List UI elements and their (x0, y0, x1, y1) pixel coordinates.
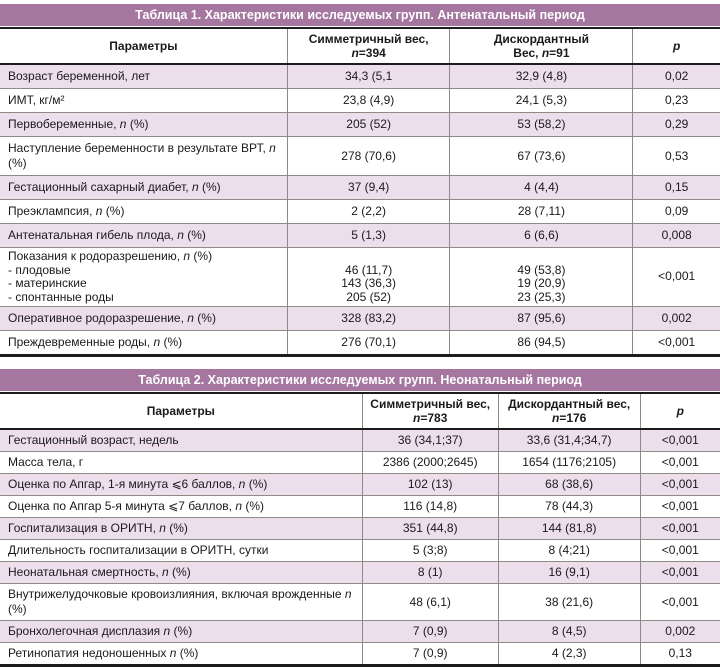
param-cell: Длительность госпитализации в ОРИТН, сутки (0, 540, 362, 562)
group1-value-cell: 5 (3;8) (362, 540, 498, 562)
group1-value-cell: 2386 (2000;2645) (362, 452, 498, 474)
p-value-cell: 0,13 (640, 643, 720, 666)
param-cell: Оперативное родоразрешение, n (%) (0, 307, 287, 331)
column-header-discordant-weight: Дискордантный вес, n=176 (498, 393, 640, 429)
table-row (0, 224, 720, 248)
column-header-parameters: Параметры (0, 28, 287, 64)
param-cell: Преэклампсия, n (%) (0, 200, 287, 224)
p-value-cell: 0,002 (640, 621, 720, 643)
group2-value-cell: 8 (4;21) (498, 540, 640, 562)
group1-value-cell: 2 (2,2) (287, 200, 450, 224)
table-row (0, 137, 720, 176)
param-cell: Гестационный сахарный диабет, n (%) (0, 176, 287, 200)
p-value-cell: <0,001 (640, 518, 720, 540)
column-header-symmetric-weight: Симметричный вес, n=394 (287, 28, 450, 64)
p-value-cell: <0,001 (640, 540, 720, 562)
antenatal-table (0, 27, 720, 357)
p-value-cell: <0,001 (633, 248, 720, 307)
group2-value-cell: 32,9 (4,8) (450, 64, 633, 89)
p-value-cell: <0,001 (633, 331, 720, 356)
group2-value-cell: 24,1 (5,3) (450, 89, 633, 113)
param-cell: Наступление беременности в результате ВРТ, n (%) (0, 137, 287, 176)
header-row (0, 393, 720, 429)
table-row (0, 496, 720, 518)
param-cell: Неонатальная смертность, n (%) (0, 562, 362, 584)
group2-value-cell: 16 (9,1) (498, 562, 640, 584)
p-value-cell: 0,29 (633, 113, 720, 137)
p-value-cell: 0,09 (633, 200, 720, 224)
p-value-cell: 0,008 (633, 224, 720, 248)
table-row (0, 113, 720, 137)
header-row (0, 28, 720, 64)
table-row (0, 331, 720, 356)
param-cell: Бронхолегочная дисплазия n (%) (0, 621, 362, 643)
group2-value-cell: 78 (44,3) (498, 496, 640, 518)
column-header-p-value: p (633, 28, 720, 64)
group2-value-cell: 86 (94,5) (450, 331, 633, 356)
param-cell: ИМТ, кг/м² (0, 89, 287, 113)
group1-value-cell: 36 (34,1;37) (362, 429, 498, 452)
table-1-title: Таблица 1. Характеристики исследуемых групп. Антенатальный период (0, 4, 720, 26)
group2-value-cell: 28 (7,11) (450, 200, 633, 224)
table-row (0, 518, 720, 540)
p-value-cell: <0,001 (640, 474, 720, 496)
group2-value-cell: 38 (21,6) (498, 584, 640, 621)
column-header-symmetric-weight: Симметричный вес, n=783 (362, 393, 498, 429)
table-row (0, 562, 720, 584)
group1-value-cell: 46 (11,7) 143 (36,3) 205 (52) (287, 248, 450, 307)
table-row (0, 429, 720, 452)
group1-value-cell: 48 (6,1) (362, 584, 498, 621)
group1-value-cell: 7 (0,9) (362, 621, 498, 643)
column-header-parameters: Параметры (0, 393, 362, 429)
table-row (0, 176, 720, 200)
table-2-body (0, 429, 720, 666)
group2-value-cell: 87 (95,6) (450, 307, 633, 331)
param-cell: Масса тела, г (0, 452, 362, 474)
table-1-antenatal (0, 4, 720, 357)
param-cell: Госпитализация в ОРИТН, n (%) (0, 518, 362, 540)
param-cell: Оценка по Апгар, 1-я минута ⩽6 баллов, n (%) (0, 474, 362, 496)
group2-value-cell: 8 (4,5) (498, 621, 640, 643)
p-value-cell: 0,23 (633, 89, 720, 113)
table-row (0, 474, 720, 496)
table-row (0, 307, 720, 331)
group1-value-cell: 37 (9,4) (287, 176, 450, 200)
p-value-cell: 0,15 (633, 176, 720, 200)
group1-value-cell: 7 (0,9) (362, 643, 498, 666)
group2-value-cell: 68 (38,6) (498, 474, 640, 496)
group1-value-cell: 351 (44,8) (362, 518, 498, 540)
p-value-cell: 0,53 (633, 137, 720, 176)
column-header-discordant-weight: Дискордантный Вес, n=91 (450, 28, 633, 64)
group1-value-cell: 34,3 (5,1 (287, 64, 450, 89)
table-row (0, 200, 720, 224)
param-cell: Гестационный возраст, недель (0, 429, 362, 452)
p-value-cell: <0,001 (640, 452, 720, 474)
param-cell: Ретинопатия недоношенных n (%) (0, 643, 362, 666)
table-row (0, 621, 720, 643)
column-header-p-value: p (640, 393, 720, 429)
p-value-cell: <0,001 (640, 562, 720, 584)
table-row (0, 452, 720, 474)
p-value-cell: <0,001 (640, 496, 720, 518)
param-cell: Первобеременные, n (%) (0, 113, 287, 137)
p-value-cell: 0,02 (633, 64, 720, 89)
table-row (0, 643, 720, 666)
group2-value-cell: 49 (53,8) 19 (20,9) 23 (25,3) (450, 248, 633, 307)
param-cell: Показания к родоразрешению, n (%) - плодовые - материнские - спонтанные роды (0, 248, 287, 307)
p-value-cell: 0,002 (633, 307, 720, 331)
table-row (0, 64, 720, 89)
group2-value-cell: 67 (73,6) (450, 137, 633, 176)
group1-value-cell: 116 (14,8) (362, 496, 498, 518)
p-value-cell: <0,001 (640, 429, 720, 452)
table-row (0, 89, 720, 113)
table-row (0, 584, 720, 621)
group1-value-cell: 5 (1,3) (287, 224, 450, 248)
table-2-neonatal (0, 369, 720, 667)
group2-value-cell: 33,6 (31,4;34,7) (498, 429, 640, 452)
group2-value-cell: 4 (2,3) (498, 643, 640, 666)
group2-value-cell: 6 (6,6) (450, 224, 633, 248)
group2-value-cell: 4 (4,4) (450, 176, 633, 200)
table-row (0, 248, 720, 307)
group1-value-cell: 328 (83,2) (287, 307, 450, 331)
param-cell: Преждевременные роды, n (%) (0, 331, 287, 356)
group1-value-cell: 102 (13) (362, 474, 498, 496)
group1-value-cell: 23,8 (4,9) (287, 89, 450, 113)
param-cell: Оценка по Апгар 5-я минута ⩽7 баллов, n (%) (0, 496, 362, 518)
table-row (0, 540, 720, 562)
param-cell: Возраст беременной, лет (0, 64, 287, 89)
group1-value-cell: 276 (70,1) (287, 331, 450, 356)
p-value-cell: <0,001 (640, 584, 720, 621)
neonatal-table (0, 392, 720, 667)
group1-value-cell: 8 (1) (362, 562, 498, 584)
table-2-title: Таблица 2. Характеристики исследуемых групп. Неонатальный период (0, 369, 720, 391)
group2-value-cell: 144 (81,8) (498, 518, 640, 540)
table-1-body (0, 64, 720, 356)
param-cell: Антенатальная гибель плода, n (%) (0, 224, 287, 248)
group2-value-cell: 1654 (1176;2105) (498, 452, 640, 474)
param-cell: Внутрижелудочковые кровоизлияния, включая врожденные n (%) (0, 584, 362, 621)
group1-value-cell: 278 (70,6) (287, 137, 450, 176)
group1-value-cell: 205 (52) (287, 113, 450, 137)
group2-value-cell: 53 (58,2) (450, 113, 633, 137)
